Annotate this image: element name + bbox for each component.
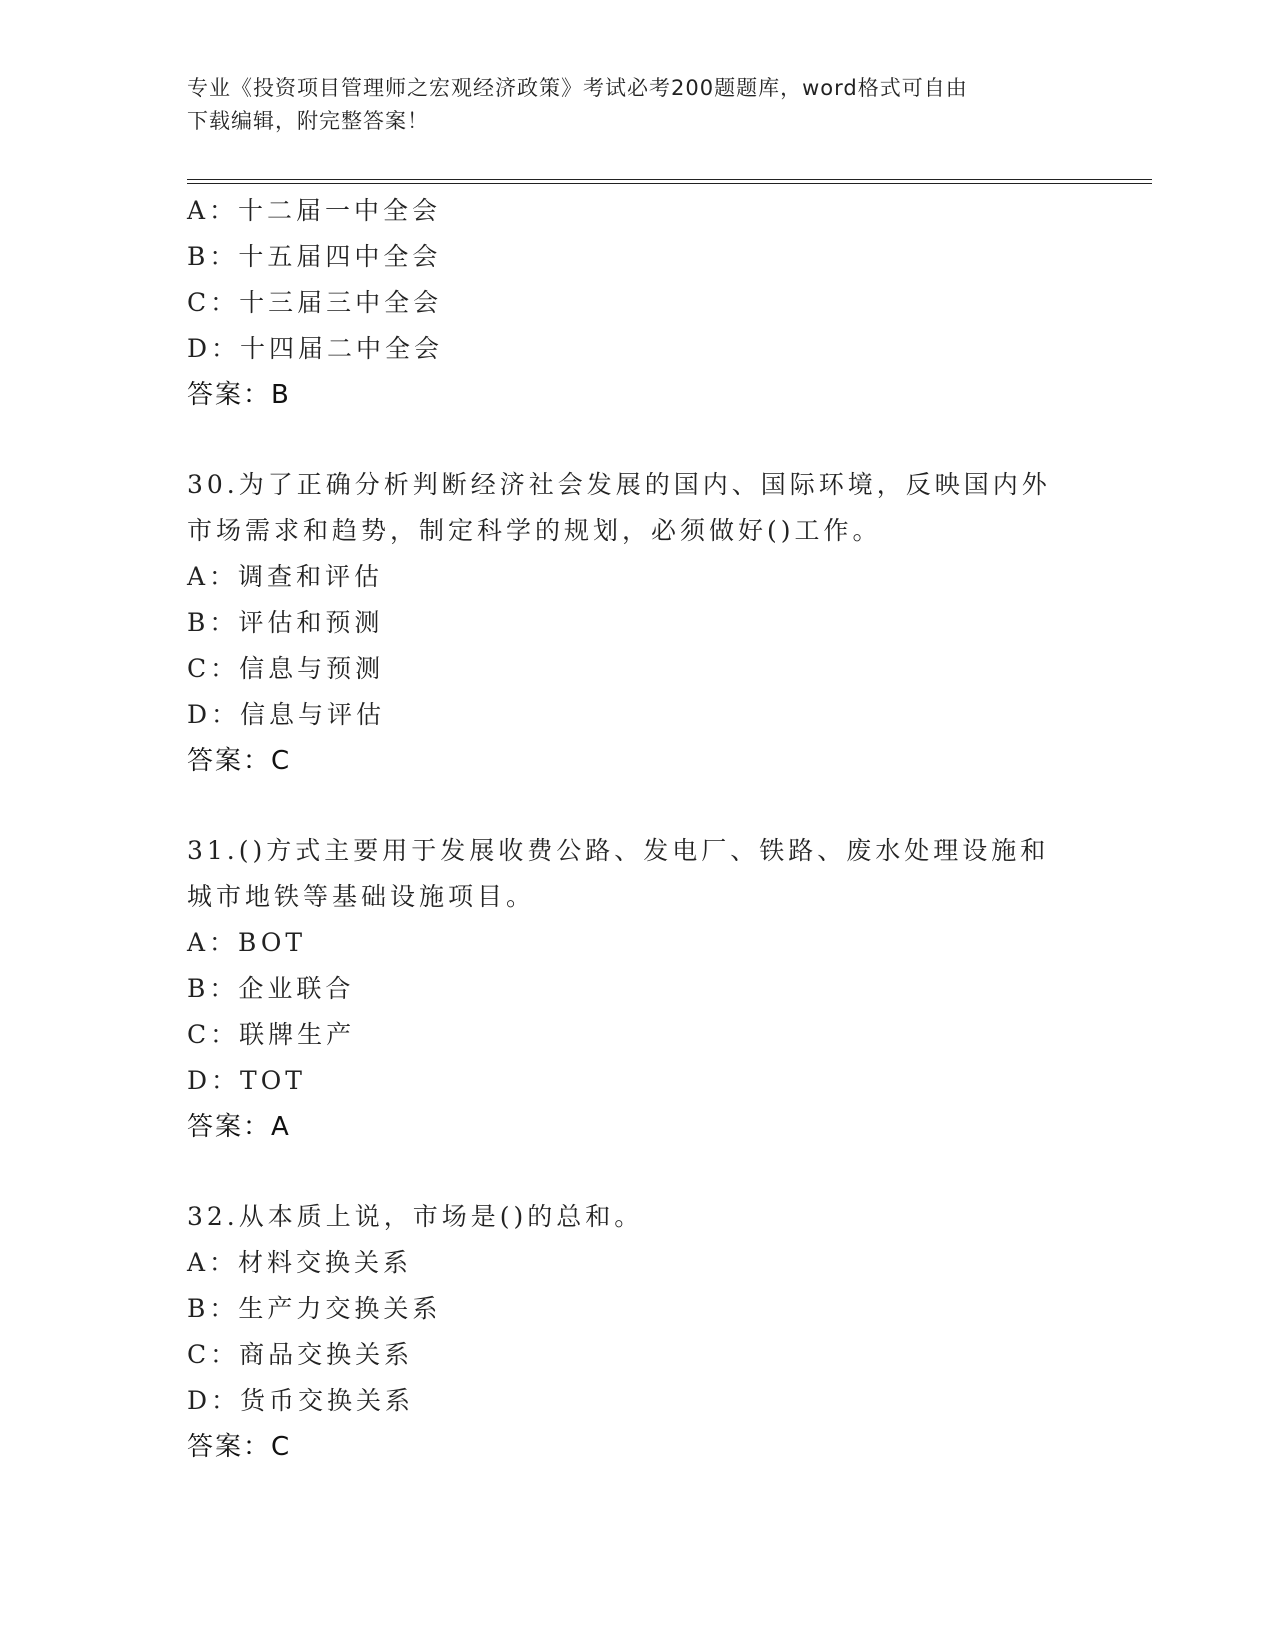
option-d: D：TOT [187,1066,306,1095]
question-31 [187,828,1087,1150]
option-c: C：商品交换关系 [187,1340,414,1369]
spacer [187,784,1087,828]
question-stem: 32.从本质上说，市场是()的总和。 [187,1202,644,1231]
answer: 答案：C [187,746,292,776]
header-divider-top [187,179,1152,180]
option-c: C：信息与预测 [187,654,385,683]
question-32 [187,1194,1087,1470]
spacer [187,1150,1087,1194]
question-30 [187,462,1087,784]
question-list [187,188,1087,1470]
option-a: A：十二届一中全会 [187,196,442,225]
option-c: C：十三届三中全会 [187,288,443,317]
answer: 答案：B [187,380,291,410]
spacer [187,418,1087,462]
answer: 答案：C [187,1432,292,1462]
header-line-2: 下载编辑，附完整答案！ [187,109,429,133]
option-a: A：调查和评估 [187,562,384,591]
document-header [187,72,1087,138]
option-c: C：联牌生产 [187,1020,356,1049]
option-b: B：生产力交换关系 [187,1294,442,1323]
option-b: B：企业联合 [187,974,355,1003]
option-d: D：货币交换关系 [187,1386,415,1415]
option-a: A：BOT [187,928,307,957]
header-divider-bottom [187,183,1152,184]
option-b: B：十五届四中全会 [187,242,442,271]
option-a: A：材料交换关系 [187,1248,413,1277]
answer: 答案：A [187,1112,291,1142]
option-d: D：信息与评估 [187,700,386,729]
question-29 [187,188,1087,418]
question-stem: 31.()方式主要用于发展收费公路、发电厂、铁路、废水处理设施和城市地铁等基础设施项目。 [187,836,1050,911]
option-b: B：评估和预测 [187,608,384,637]
option-d: D：十四届二中全会 [187,334,444,363]
header-line-1: 专业《投资项目管理师之宏观经济政策》考试必考200题题库，word格式可自由 [187,76,968,100]
question-stem: 30.为了正确分析判断经济社会发展的国内、国际环境，反映国内外市场需求和趋势，制定科学的规划，必须做好()工作。 [187,470,1051,545]
